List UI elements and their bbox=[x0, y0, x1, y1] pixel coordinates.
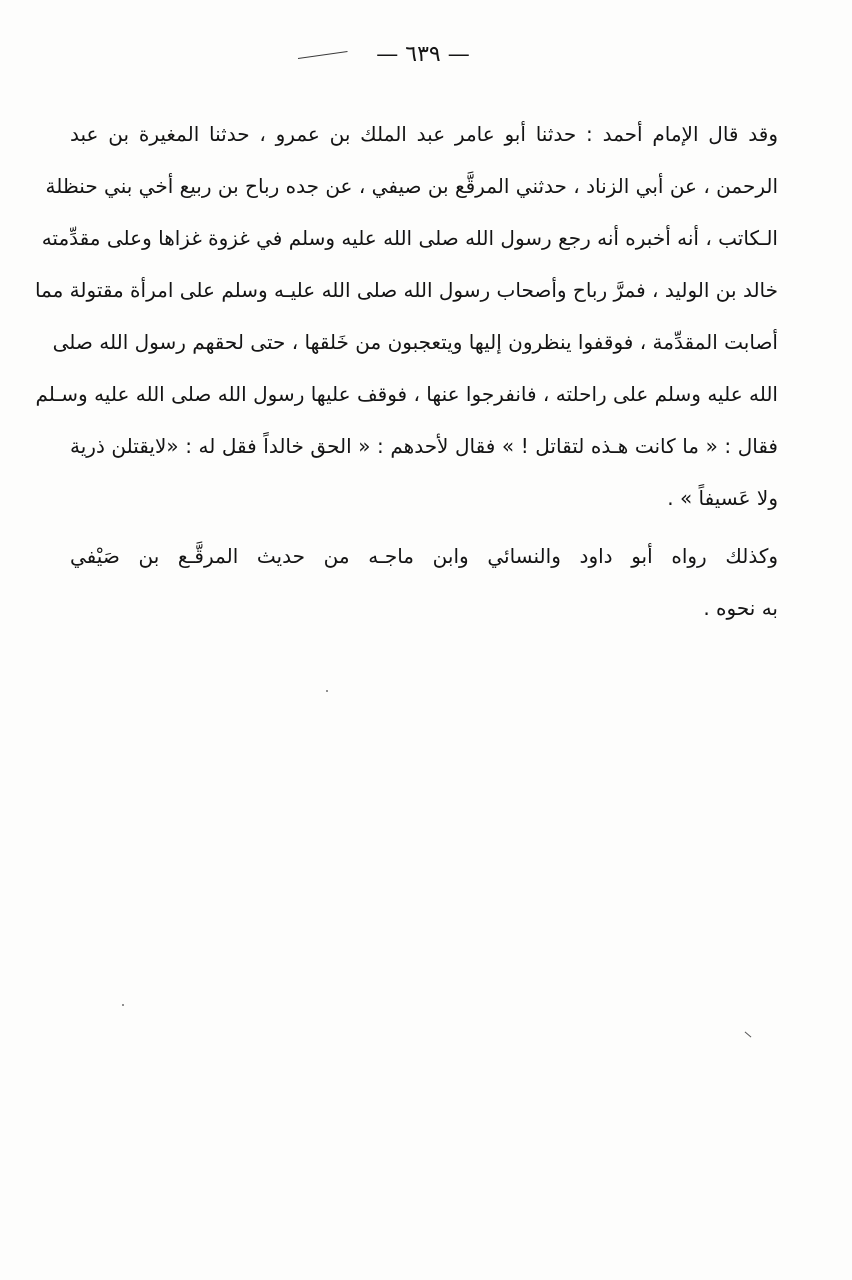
paper-mark bbox=[745, 1032, 752, 1038]
paper-speck bbox=[326, 690, 328, 692]
text-line: به نحوه . bbox=[703, 596, 778, 620]
page-header bbox=[0, 40, 852, 80]
body-text bbox=[34, 108, 812, 634]
page-number: — ٦٣٩ — bbox=[376, 42, 470, 67]
paragraph-narration-note bbox=[70, 530, 812, 634]
text-line: فقال : « ما كانت هـذه لتقاتل ! » فقال لأحدهم : « الحق خالداً فقل له : «لايقتلن ذرية bbox=[70, 434, 778, 458]
text-line: أصابت المقدِّمة ، فوقفوا ينظرون إليها ويتعجبون من خَلقها ، حتى لحقهم رسول الله صلى bbox=[52, 330, 778, 354]
header-pen-stroke bbox=[298, 51, 348, 59]
text-line: الرحمن ، عن أبي الزناد ، حدثني المرقَّع بن صيفي ، عن جده رباح بن ربيع أخي بني حنظلة bbox=[45, 174, 778, 198]
text-line: وقد قال الإمام أحمد : حدثنا أبو عامر عبد الملك بن عمرو ، حدثنا المغيرة بن عبد bbox=[70, 122, 778, 146]
text-line: الـكاتب ، أنه أخبره أنه رجع رسول الله صلى الله عليه وسلم في غزوة غزاها وعلى مقدِّمته bbox=[41, 226, 778, 250]
paper-speck bbox=[122, 1004, 124, 1006]
paragraph-hadith bbox=[34, 108, 812, 524]
text-line: ولا عَسيفاً » . bbox=[667, 486, 778, 510]
text-line: خالد بن الوليد ، فمرَّ رباح وأصحاب رسول الله صلى الله عليـه وسلم على امرأة مقتولة مما bbox=[34, 278, 778, 302]
text-line: الله عليه وسلم على راحلته ، فانفرجوا عنها ، فوقف عليها رسول الله صلى الله عليه وسـلم bbox=[35, 382, 778, 406]
text-line: وكذلك رواه أبو داود والنسائي وابن ماجـه من حديث المرقَّـع بن صَيْفي bbox=[70, 544, 778, 568]
